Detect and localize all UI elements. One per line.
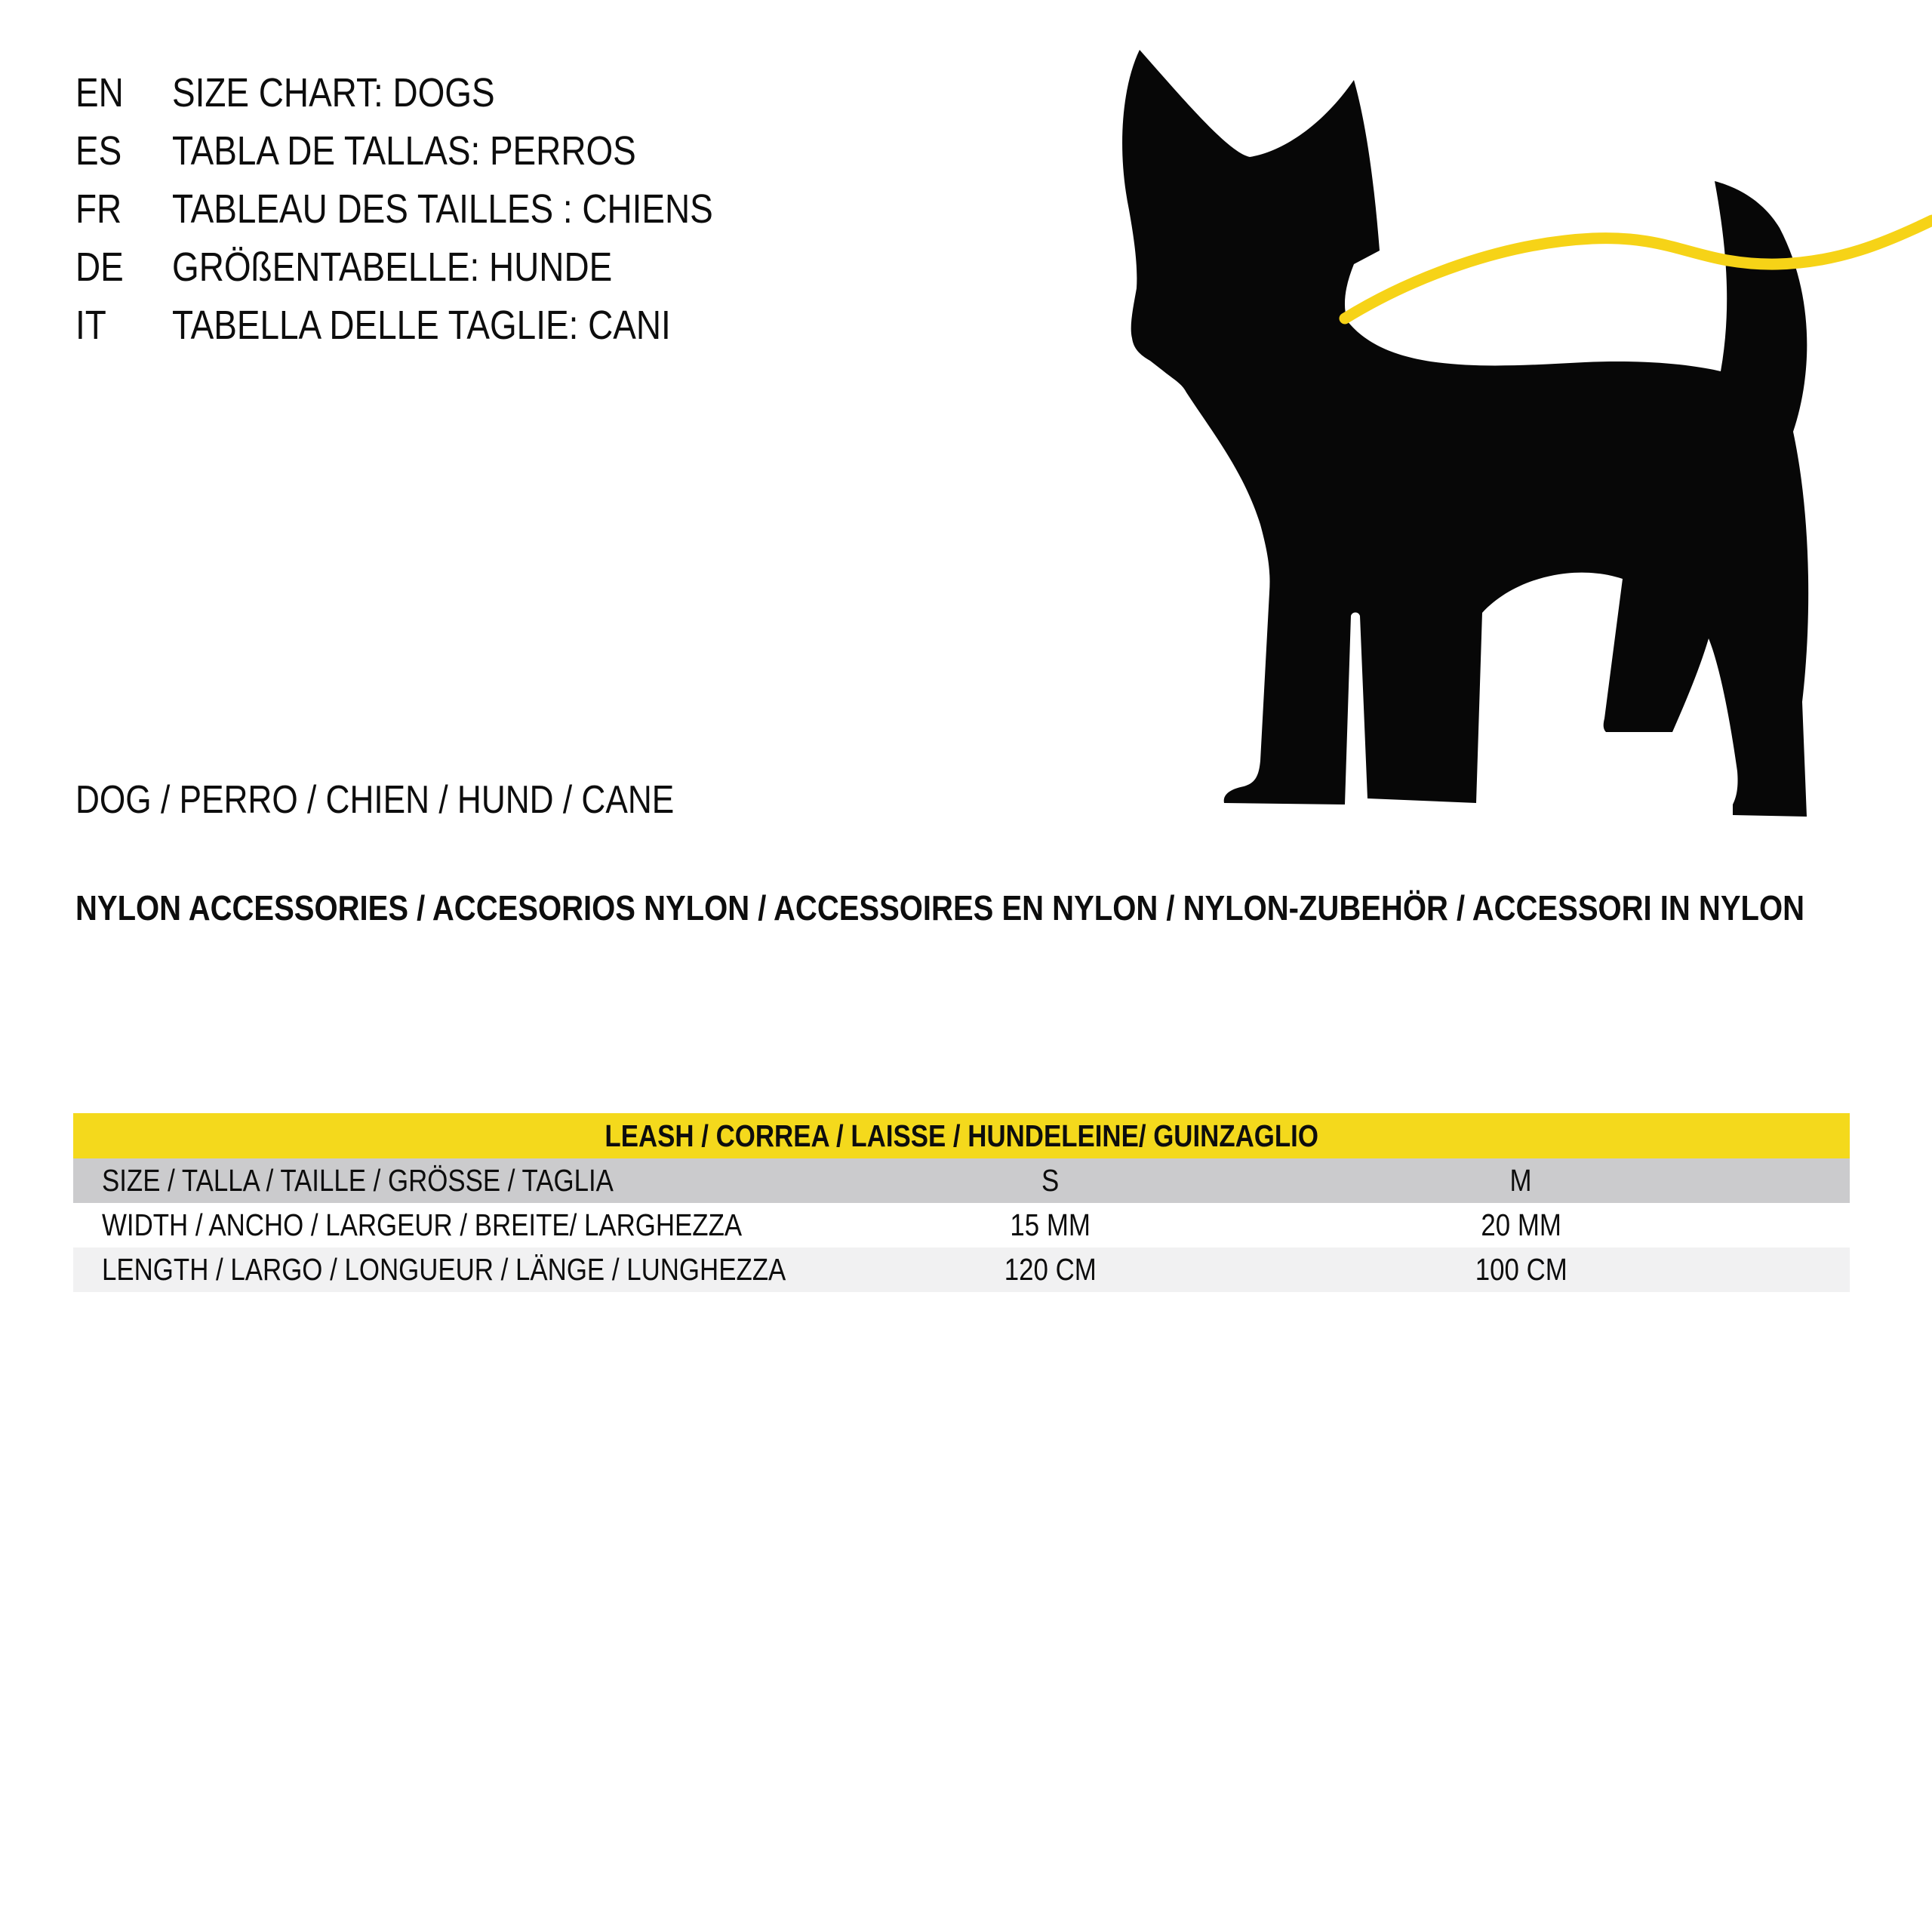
figure-caption: DOG / PERRO / CHIEN / HUND / CANE [75, 778, 675, 822]
row-label: SIZE / TALLA / TAILLE / GRÖSSE / TAGLIA [102, 1163, 614, 1198]
list-item [75, 238, 808, 296]
length-s-value: 120 CM [1004, 1252, 1097, 1287]
language-code: ES [75, 128, 122, 174]
row-label: LENGTH / LARGO / LONGUEUR / LÄNGE / LUNGHEZZA [102, 1252, 786, 1287]
language-code: DE [75, 244, 124, 290]
row-label: WIDTH / ANCHO / LARGEUR / BREITE/ LARGHEZZA [102, 1208, 743, 1242]
table-header-label: LEASH / CORREA / LAISSE / HUNDELEINE/ GUINZAGLIO [605, 1118, 1318, 1153]
language-code: EN [75, 69, 124, 115]
width-s-value: 15 MM [1010, 1208, 1091, 1242]
table-row-size [73, 1158, 1850, 1203]
chart-title-en: SIZE CHART: DOGS [172, 69, 495, 115]
table-header [73, 1113, 1850, 1158]
chart-title-es: TABLA DE TALLAS: PERROS [172, 128, 636, 174]
list-item [75, 296, 808, 354]
chihuahua-body [1122, 50, 1808, 817]
list-item [75, 122, 808, 180]
size-s-value: S [1041, 1163, 1060, 1198]
language-code: FR [75, 186, 122, 232]
table-row-length [73, 1247, 1850, 1292]
table-row-width [73, 1203, 1850, 1247]
language-list [75, 63, 808, 354]
size-m-value: M [1509, 1163, 1533, 1198]
chart-title-it: TABELLA DELLE TAGLIE: CANI [172, 302, 671, 348]
chart-title-fr: TABLEAU DES TAILLES : CHIENS [172, 186, 713, 232]
chart-title-de: GRÖßENTABELLE: HUNDE [172, 244, 613, 290]
dog-silhouette-icon [1094, 38, 1932, 823]
list-item [75, 180, 808, 238]
leash-line [1345, 220, 1932, 318]
size-table [73, 1113, 1850, 1292]
list-item [75, 63, 808, 122]
language-code: IT [75, 302, 106, 348]
width-m-value: 20 MM [1481, 1208, 1561, 1242]
length-m-value: 100 CM [1475, 1252, 1567, 1287]
section-title: NYLON ACCESSORIES / ACCESORIOS NYLON / ACCESSOIRES EN NYLON / NYLON-ZUBEHÖR / ACCESSORI IN NYLON [75, 888, 1804, 928]
